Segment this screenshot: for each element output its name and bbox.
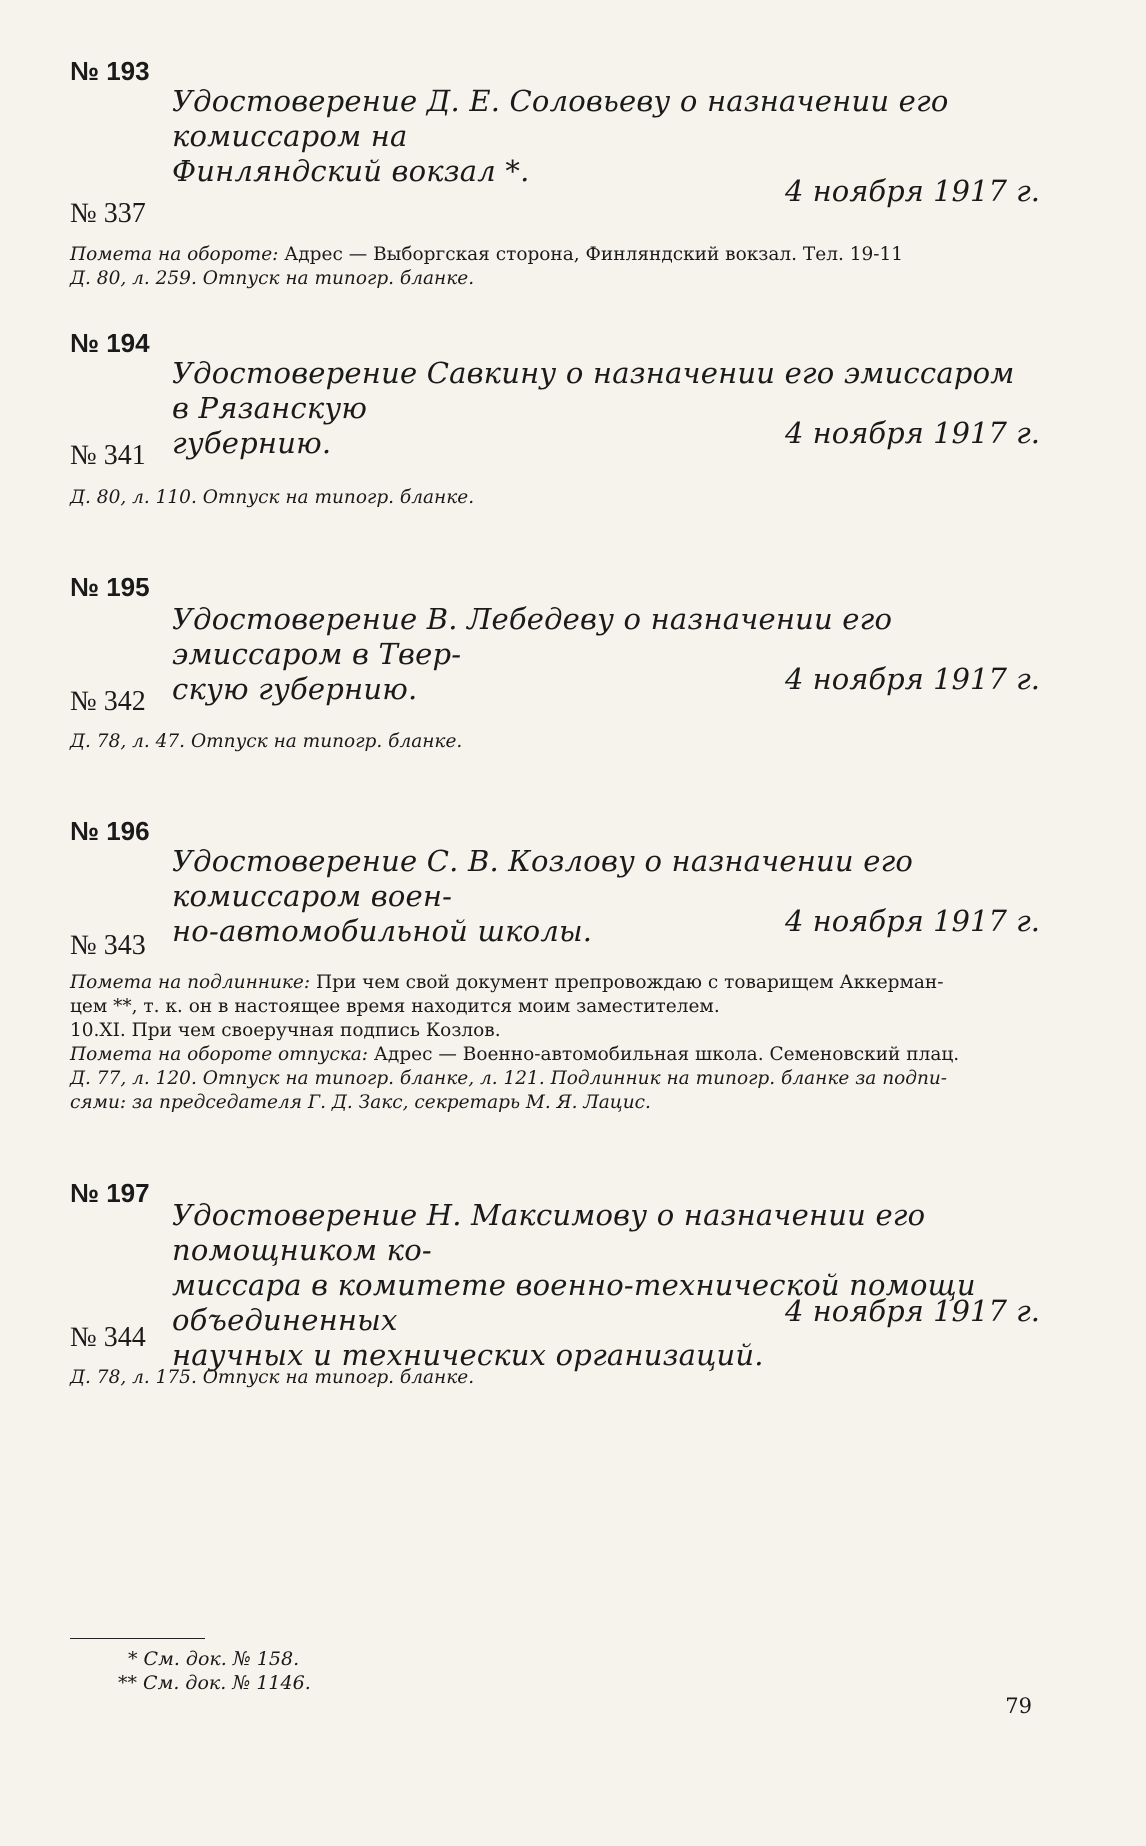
footnote-text: См. док. № 1146. [143,1672,311,1694]
document-notes [70,971,1030,1115]
title-line: Удостоверение Савкину о назначении его эмиссаром в Рязанскую [172,356,1015,425]
registry-number: № 337 [70,198,146,229]
document-number: № 193 [70,56,150,86]
note-label: Помета на обороте: [70,244,279,265]
registry-number: № 342 [70,686,146,717]
registry-number: № 344 [70,1322,146,1353]
document-date: 4 ноября 1917 г. [784,662,1040,696]
document-notes [70,243,1030,291]
note-line [70,1067,1030,1091]
title-line: Удостоверение Д. Е. Соловьеву о назначении его комиссаром на [172,84,949,153]
registry-number: № 341 [70,440,146,471]
document-date: 4 ноября 1917 г. [784,904,1040,938]
note-text: Адрес — Выборгская сторона, Финляндский вокзал. Тел. 19-11 [278,244,904,265]
document-title [172,1198,1030,1373]
note-line [70,243,1030,267]
note-line [70,267,1030,291]
title-line: Удостоверение В. Лебедеву о назначении его эмиссаром в Твер- [172,602,893,671]
note-line [70,1091,1030,1115]
note-line [70,1019,1030,1043]
title-line: Удостоверение С. В. Козлову о назначении его комиссаром воен- [172,844,914,913]
document-notes [70,1366,1030,1390]
footnote [118,1672,311,1694]
archive-reference: Д. 77, л. 120. Отпуск на типогр. бланке, л. 121. Подлинник на типогр. бланке за подпи- [70,1068,948,1089]
document-number: № 197 [70,1178,150,1208]
page-number: 79 [1005,1694,1032,1718]
note-text: 10.XI. При чем своеручная подпись Козлов. [70,1020,501,1041]
note-text: цем **, т. к. он в настоящее время находится моим заместителем. [70,996,720,1017]
title-line: но-автомобильной школы. [172,914,593,948]
footnote-mark: ** [118,1672,137,1694]
archive-reference: Д. 78, л. 175. Отпуск на типогр. бланке. [70,1367,475,1388]
title-line: научных и технических организаций. [172,1338,764,1372]
note-label: Помета на обороте отпуска: [70,1044,369,1065]
footnote-mark: * [128,1648,138,1670]
document-number: № 195 [70,572,150,602]
footnote-divider [70,1638,205,1639]
title-line: скую губернию. [172,672,418,706]
title-line: Финляндский вокзал *. [172,154,530,188]
note-line [70,486,1030,510]
note-line [70,1043,1030,1067]
note-line [70,1366,1030,1390]
title-line: Удостоверение Н. Максимову о назначении его помощником ко- [172,1198,926,1267]
archive-reference: Д. 80, л. 259. Отпуск на типогр. бланке. [70,268,475,289]
note-text: При чем свой документ препровождаю с товарищем Аккерман- [310,972,944,993]
title-line: миссара в комитете военно-технической помощи объединенных [172,1268,976,1337]
document-date: 4 ноября 1917 г. [784,174,1040,208]
document-date: 4 ноября 1917 г. [784,1294,1040,1328]
document-number: № 194 [70,328,150,358]
document-number: № 196 [70,816,150,846]
registry-number: № 343 [70,930,146,961]
document-notes [70,486,1030,510]
archive-reference: Д. 78, л. 47. Отпуск на типогр. бланке. [70,731,463,752]
footnote [128,1648,299,1670]
archive-reference: Д. 80, л. 110. Отпуск на типогр. бланке. [70,487,475,508]
title-line: губернию. [172,426,332,460]
note-label: Помета на подлиннике: [70,972,311,993]
archive-reference: сями: за председателя Г. Д. Закс, секретарь М. Я. Лацис. [70,1092,651,1113]
document-notes [70,730,1030,754]
note-text: Адрес — Военно-автомобильная школа. Семеновский плац. [368,1044,960,1065]
document-date: 4 ноября 1917 г. [784,416,1040,450]
note-line [70,995,1030,1019]
note-line [70,730,1030,754]
footnote-text: См. док. № 158. [143,1648,300,1670]
note-line [70,971,1030,995]
